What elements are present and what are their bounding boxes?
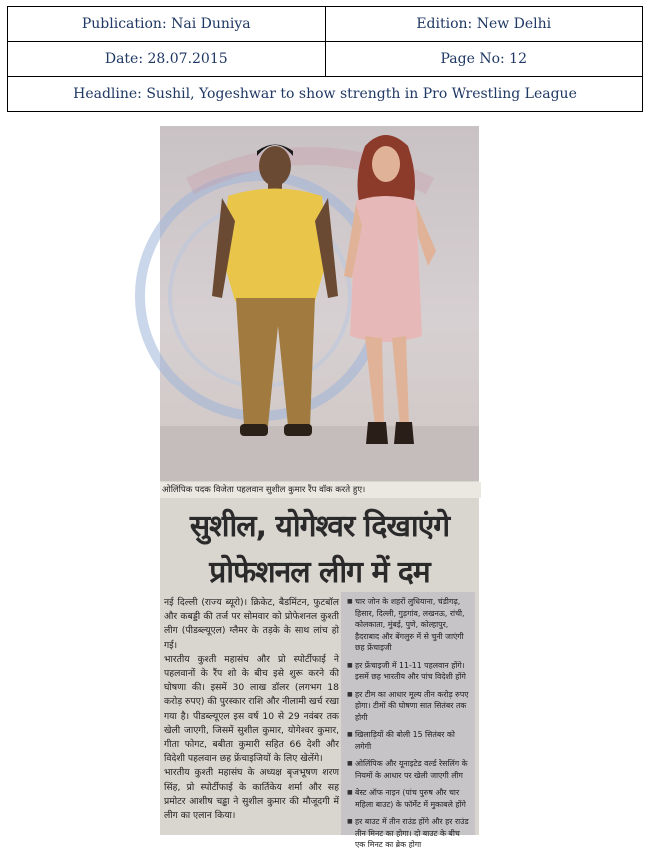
key-points-list (341, 592, 475, 851)
event-photo (160, 126, 479, 481)
key-point: ■ बेस्ट ऑफ नाइन (पांच पुरुष और चार महिला बाउट) के फॉर्मेट में मुकाबले होंगे (347, 787, 471, 810)
newspaper-clipping (160, 126, 479, 849)
page-number-cell: Page No: 12 (325, 42, 643, 77)
key-point: ■ हर फ्रेंचाइजी में 11-11 पहलवान होंगे। इसमें छह भारतीय और पांच विदेशी होंगे (347, 660, 471, 683)
metadata-table (7, 6, 643, 112)
article-headline-line-2: प्रोफेशनल लीग में दम (209, 555, 430, 590)
key-point: ■ हर बाउट में तीन राउंड होंगे और हर राउंड तीन मिनट का होगा। दो बाउट के बीच एक मिनट का ब्रेक होगा (347, 816, 471, 851)
edition-cell: Edition: New Delhi (325, 7, 643, 42)
article-body (164, 596, 339, 823)
body-paragraph: भारतीय कुश्ती महासंघ और प्रो स्पोर्टीफाई ने पहलवानों के रैंप शो के बीच इसे शुरू करने की घोषणा की। इसमें 30 लाख डॉलर (लगभग 18 करोड़ रुपए) की पुरस्कार राशि और नीलामी खर्च रखा गया है। पीडब्ल्यूएल इस वर्ष 10 से 29 नवंबर तक खेली जाएगी, जिसमें सुशील कुमार, योगेश्वर कुमार, गीता फोगट, बबीता कुमारी सहित 66 देशी और विदेशी पहलवान छह फ्रेंचाइजियों के लिए खेलेंगे। (164, 653, 339, 765)
headline-cell: Headline: Sushil, Yogeshwar to show strength in Pro Wrestling League (8, 77, 643, 112)
photo-caption: ओलिंपिक पदक विजेता पहलवान सुशील कुमार रैंप वॉक करते हुए। (160, 482, 481, 498)
key-point: ■ खिलाड़ियों की बोली 15 सितंबर को लगेगी (347, 729, 471, 752)
date-cell: Date: 28.07.2015 (8, 42, 326, 77)
article-headline-line-1: सुशील, योगेश्वर दिखाएंगे (189, 509, 450, 544)
photo-illustration (160, 126, 479, 481)
key-points-box (341, 592, 475, 849)
body-paragraph: भारतीय कुश्ती महासंघ के अध्यक्ष बृजभूषण शरण सिंह, प्रो स्पोर्टीफाई के कार्तिकेय शर्मा और सह प्रमोटर आशीष चड्ढा ने सुशील कुमार की मौजूदगी में लीग का एलान किया। (164, 767, 339, 822)
key-point: ■ ओलिंपिक और यूनाइटेड वर्ल्ड रेसलिंग के नियमों के आधार पर खेली जाएगी लीग (347, 758, 471, 781)
publication-cell: Publication: Nai Duniya (8, 7, 326, 42)
body-paragraph: नई दिल्ली (राज्य ब्यूरो)। क्रिकेट, बैडमिंटन, फुटबॉल और कबड्डी की तर्ज पर सोमवार को प्रोफेशनल कुश्ती लीग (पीडब्ल्यूएल) ग्लैमर के तड़के के साथ लांच हो गई। (164, 597, 339, 651)
key-point: ■ हर टीम का आधार मूल्य तीन करोड़ रुपए होगा। टीमों की घोषणा सात सितंबर तक होगी (347, 689, 471, 724)
key-point: ■ चार जोन के शहरों लुधियाना, चंडीगढ़, हिसार, दिल्ली, गुड़गांव, लखनऊ, रांची, कोलकाता, मुंबई, पुणे, कोल्हापुर, हैदराबाद और बेंगलुरु में से चुनी जाएंगी छह फ्रेंचाइजी (347, 596, 471, 654)
